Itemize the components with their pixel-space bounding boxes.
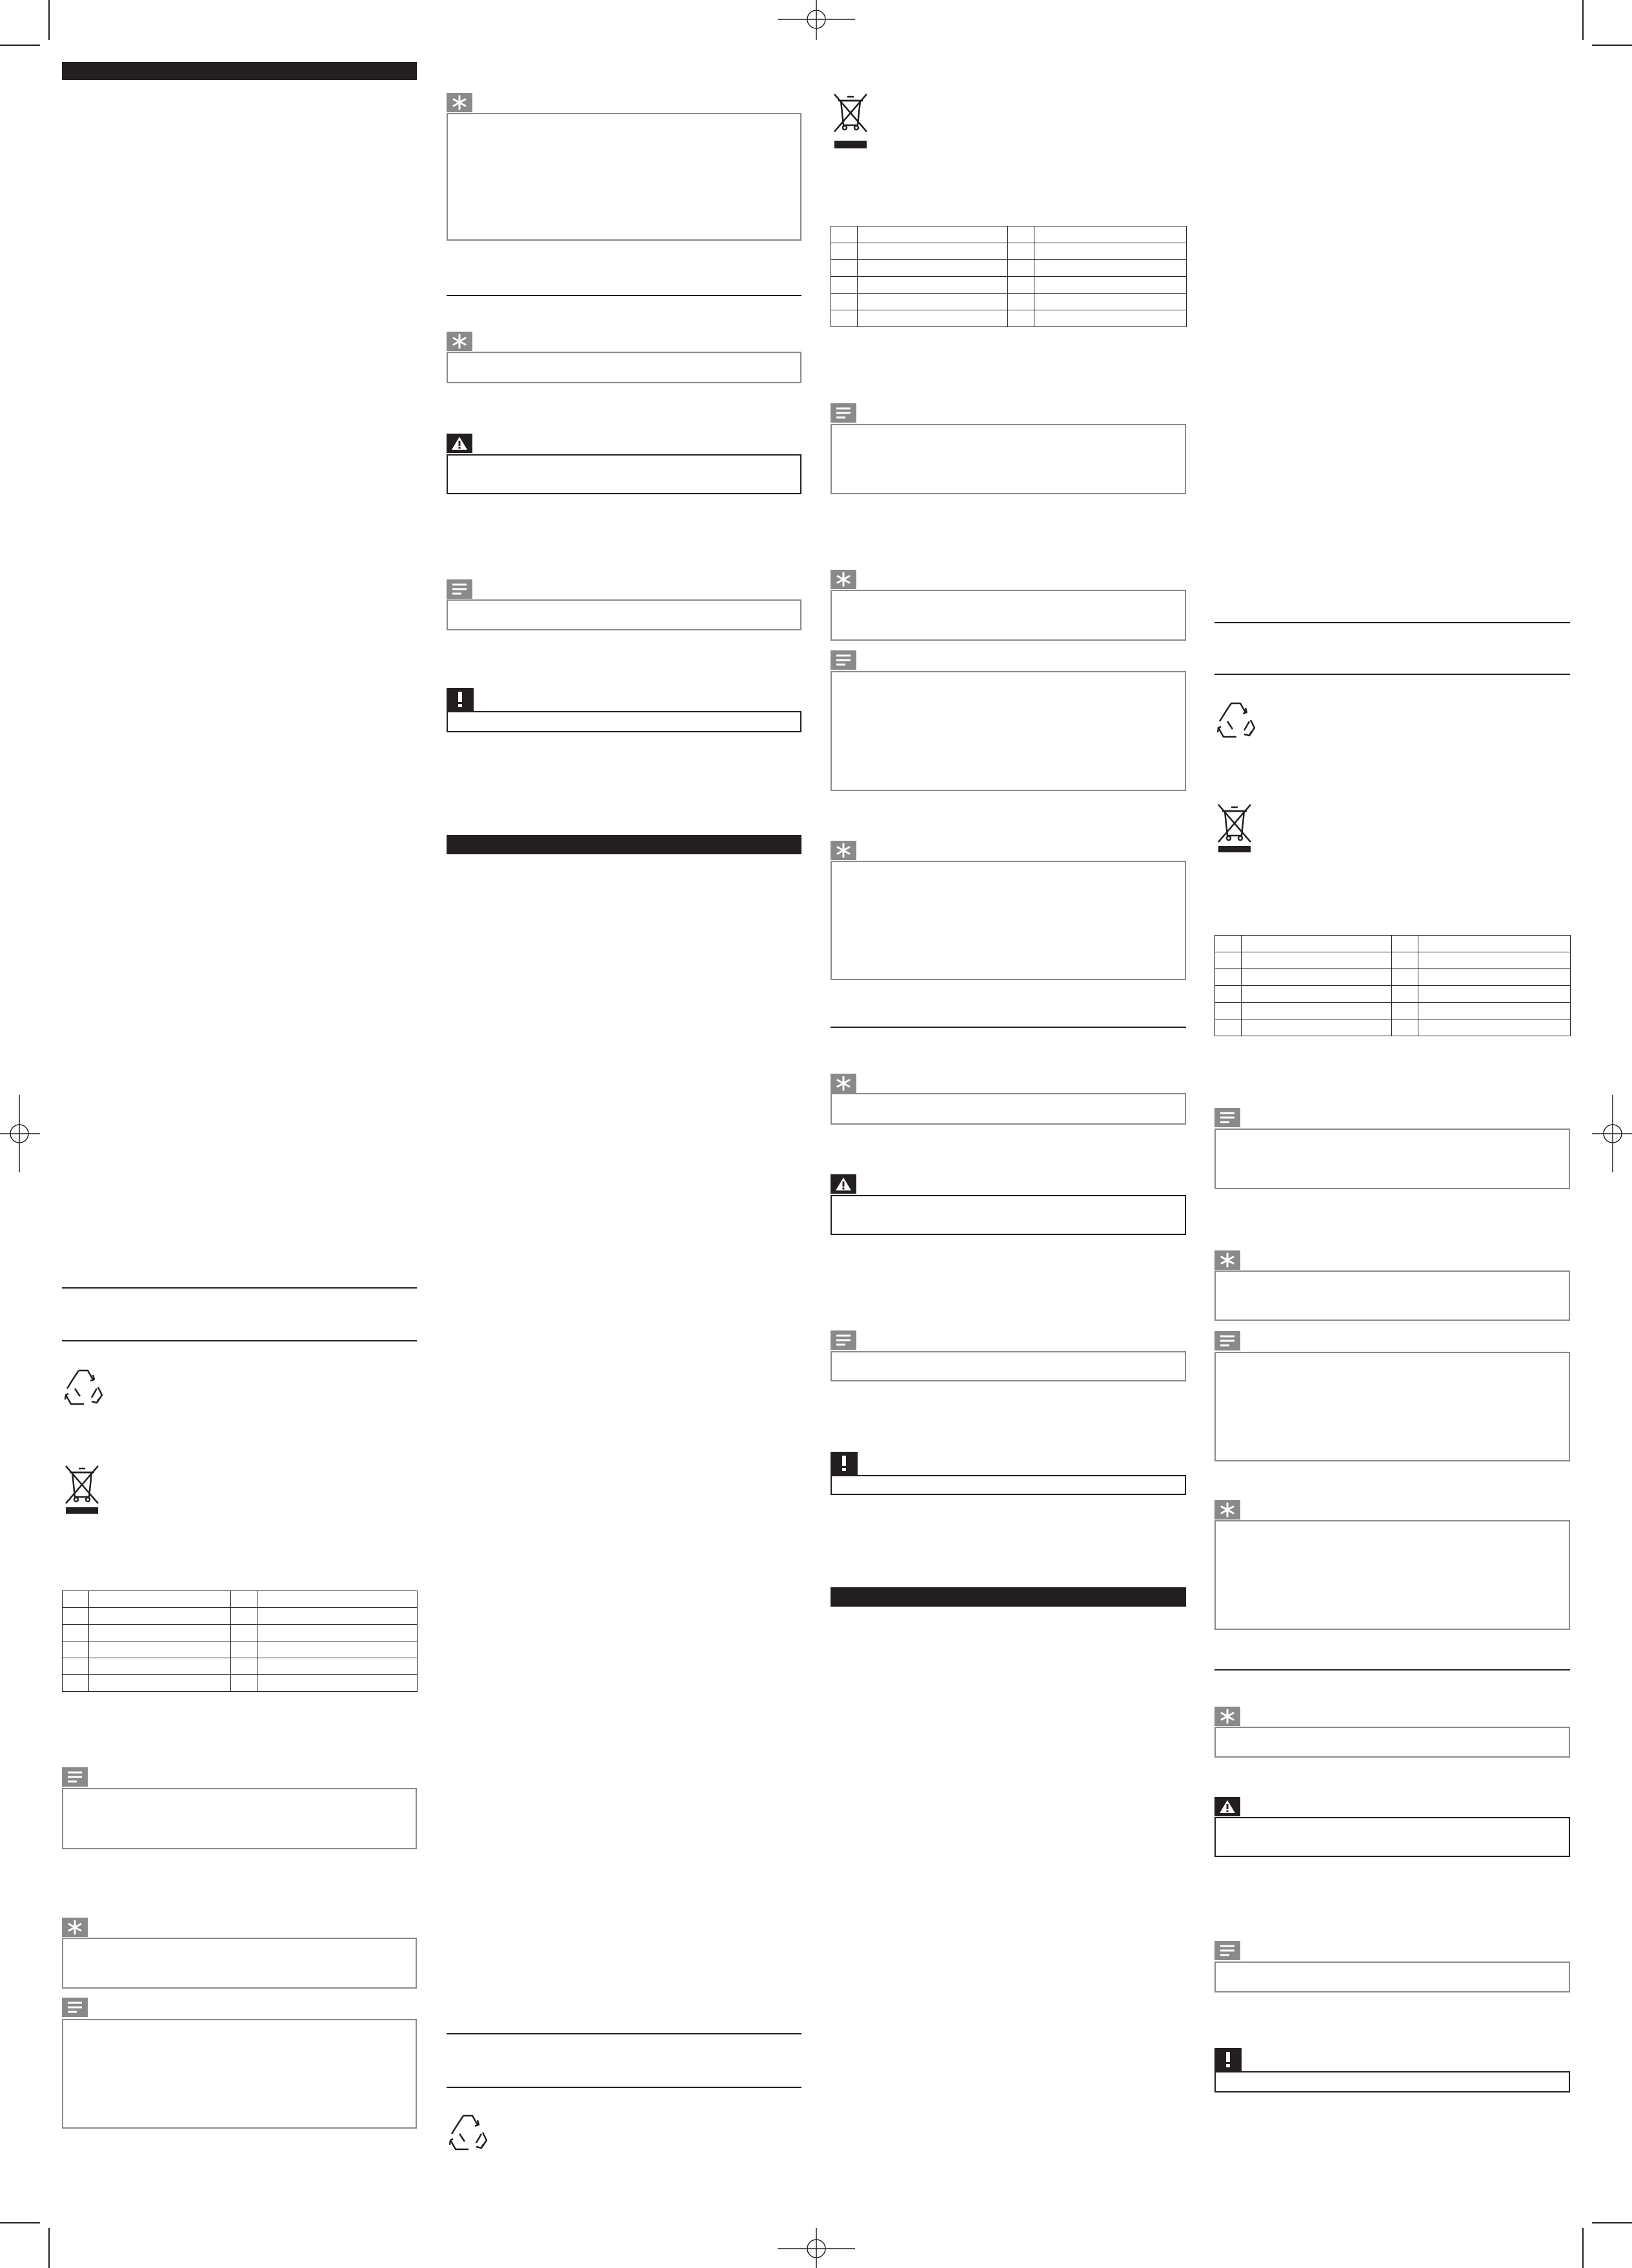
table-row (1215, 1019, 1571, 1036)
note-tag (1214, 1941, 1240, 1960)
table-cell (231, 1625, 257, 1641)
table-row (63, 1641, 418, 1658)
table-row (831, 243, 1187, 260)
note-lines-icon (1219, 1944, 1236, 1957)
tip-box (831, 590, 1186, 641)
table-cell (858, 277, 1008, 294)
table-cell (1215, 986, 1242, 1003)
table-cell (1034, 243, 1187, 260)
table-row (1215, 936, 1571, 952)
tip-box (62, 1938, 417, 1989)
note-box (831, 1351, 1186, 1381)
asterisk-icon (836, 843, 851, 858)
asterisk-icon (1220, 1502, 1235, 1518)
section-divider (447, 2033, 801, 2034)
note-tag (447, 579, 472, 599)
table-cell (1242, 969, 1392, 986)
table-cell (1215, 1019, 1242, 1036)
table-cell (257, 1675, 418, 1692)
exclamation-icon (456, 691, 464, 708)
section-divider (1214, 674, 1570, 675)
table-cell (89, 1591, 231, 1608)
table-cell (1418, 936, 1571, 952)
caution-tag (831, 1174, 856, 1194)
note-tag (1214, 1108, 1240, 1127)
note-lines-icon (451, 583, 468, 596)
recycle-icon (62, 1365, 105, 1408)
section-divider (62, 1340, 417, 1341)
asterisk-icon (67, 1920, 83, 1935)
table-cell (63, 1591, 89, 1608)
table-cell (89, 1658, 231, 1675)
warning-triangle-icon (1218, 1799, 1236, 1814)
table-cell (831, 310, 858, 327)
table-cell (831, 277, 858, 294)
note-lines-icon (1219, 1334, 1236, 1347)
table-cell (858, 294, 1008, 310)
table-cell (858, 260, 1008, 277)
table-cell (89, 1625, 231, 1641)
section-header-bar (62, 62, 417, 80)
crop-mark-top-left (0, 0, 52, 52)
table-cell (1418, 969, 1571, 986)
table-cell (1392, 1019, 1418, 1036)
section-divider (62, 1287, 417, 1289)
tip-box (1214, 1520, 1570, 1630)
spec-table (62, 1591, 418, 1692)
table-cell (257, 1591, 418, 1608)
table-cell (89, 1675, 231, 1692)
tip-tag (62, 1918, 88, 1937)
note-box (831, 671, 1186, 791)
asterisk-icon (836, 572, 851, 587)
important-tag (1214, 2048, 1242, 2071)
table-row (1215, 969, 1571, 986)
recycle-icon (1214, 698, 1257, 741)
table-cell (1008, 243, 1034, 260)
note-lines-icon (66, 2001, 83, 2014)
section-header-bar (447, 835, 801, 854)
table-cell (257, 1625, 418, 1641)
table-row (1215, 952, 1571, 969)
warning-triangle-icon (834, 1176, 852, 1192)
note-box (62, 2019, 417, 2129)
table-cell (1034, 294, 1187, 310)
recycle-icon (447, 2111, 489, 2153)
table-row (63, 1608, 418, 1625)
note-tag (62, 1998, 88, 2017)
table-cell (231, 1608, 257, 1625)
table-cell (89, 1641, 231, 1658)
crossed-bin-icon (831, 92, 871, 151)
table-cell (1008, 310, 1034, 327)
table-cell (257, 1608, 418, 1625)
caution-box (831, 1195, 1186, 1235)
table-row (1215, 1003, 1571, 1019)
note-box (1214, 1352, 1570, 1461)
table-cell (1392, 1003, 1418, 1019)
table-cell (1034, 260, 1187, 277)
tip-tag (447, 332, 472, 351)
tip-tag (1214, 1707, 1240, 1726)
note-lines-icon (1219, 1111, 1236, 1124)
note-box (62, 1788, 417, 1849)
note-box (831, 424, 1186, 494)
table-row (1215, 986, 1571, 1003)
section-divider (1214, 622, 1570, 623)
crossed-bin-icon (1214, 802, 1254, 855)
table-row (63, 1675, 418, 1692)
registration-mark-right (1592, 1095, 1632, 1172)
asterisk-icon (1220, 1709, 1235, 1724)
note-tag (831, 650, 856, 670)
table-cell (1215, 969, 1242, 986)
exclamation-icon (840, 1455, 848, 1472)
table-cell (831, 226, 858, 243)
important-tag (447, 688, 474, 711)
note-lines-icon (835, 1334, 852, 1347)
caution-tag (1214, 1797, 1240, 1816)
table-cell (63, 1675, 89, 1692)
tip-box (831, 1093, 1186, 1125)
table-cell (257, 1641, 418, 1658)
section-divider (1214, 1669, 1570, 1671)
tip-tag (831, 1074, 856, 1093)
crop-mark-bottom-left (0, 2216, 52, 2268)
table-cell (63, 1658, 89, 1675)
tip-tag (1214, 1250, 1240, 1270)
table-cell (1392, 986, 1418, 1003)
table-cell (1215, 1003, 1242, 1019)
section-divider (447, 2087, 801, 2088)
crop-mark-top-right (1580, 0, 1632, 52)
spec-table (1214, 935, 1571, 1036)
table-cell (1215, 952, 1242, 969)
spec-table (831, 226, 1187, 327)
table-cell (231, 1641, 257, 1658)
table-row (63, 1591, 418, 1608)
table-row (831, 260, 1187, 277)
important-box (447, 711, 801, 732)
table-cell (858, 310, 1008, 327)
caution-box (1214, 1817, 1570, 1857)
table-cell (1392, 969, 1418, 986)
important-box (831, 1475, 1186, 1495)
exclamation-icon (1224, 2051, 1232, 2068)
table-cell (1008, 294, 1034, 310)
table-cell (1008, 226, 1034, 243)
section-header-bar (831, 1587, 1186, 1607)
table-cell (63, 1625, 89, 1641)
crop-mark-bottom-right (1580, 2216, 1632, 2268)
table-cell (1392, 936, 1418, 952)
warning-triangle-icon (450, 436, 468, 451)
important-tag (831, 1452, 858, 1475)
table-cell (257, 1658, 418, 1675)
tip-box (447, 113, 801, 241)
note-box (1214, 1129, 1570, 1189)
table-row (831, 277, 1187, 294)
note-lines-icon (66, 1771, 83, 1783)
table-cell (1215, 936, 1242, 952)
table-row (63, 1625, 418, 1641)
note-box (1214, 1962, 1570, 1992)
table-cell (1008, 277, 1034, 294)
tip-tag (831, 841, 856, 860)
table-cell (831, 260, 858, 277)
table-cell (1242, 986, 1392, 1003)
table-cell (1034, 226, 1187, 243)
asterisk-icon (1220, 1252, 1235, 1268)
registration-mark-bottom (778, 2228, 855, 2268)
tip-box (1214, 1270, 1570, 1321)
asterisk-icon (452, 95, 467, 110)
asterisk-icon (452, 334, 467, 349)
note-box (447, 599, 801, 630)
tip-tag (447, 93, 472, 112)
note-tag (831, 403, 856, 423)
table-cell (858, 243, 1008, 260)
tip-box (447, 352, 801, 383)
table-cell (1242, 952, 1392, 969)
table-cell (1242, 1003, 1392, 1019)
table-cell (63, 1608, 89, 1625)
table-cell (1392, 952, 1418, 969)
note-tag (1214, 1331, 1240, 1350)
table-row (63, 1658, 418, 1675)
table-row (831, 294, 1187, 310)
section-divider (831, 1027, 1186, 1028)
table-cell (1242, 1019, 1392, 1036)
table-cell (1418, 1019, 1571, 1036)
tip-tag (1214, 1500, 1240, 1520)
table-cell (89, 1608, 231, 1625)
table-cell (1034, 277, 1187, 294)
asterisk-icon (836, 1076, 851, 1091)
section-divider (447, 295, 801, 296)
registration-mark-top (778, 0, 855, 40)
crossed-bin-icon (62, 1463, 102, 1515)
table-cell (1418, 952, 1571, 969)
caution-tag (447, 434, 472, 453)
table-cell (1242, 936, 1392, 952)
table-cell (1008, 260, 1034, 277)
tip-tag (831, 570, 856, 589)
table-cell (858, 226, 1008, 243)
tip-box (831, 861, 1186, 980)
caution-box (447, 454, 801, 494)
table-cell (231, 1591, 257, 1608)
note-lines-icon (835, 654, 852, 667)
note-tag (831, 1330, 856, 1350)
note-lines-icon (835, 406, 852, 419)
table-cell (831, 294, 858, 310)
note-tag (62, 1767, 88, 1787)
table-row (831, 310, 1187, 327)
table-row (831, 226, 1187, 243)
table-cell (231, 1658, 257, 1675)
table-cell (63, 1641, 89, 1658)
registration-mark-left (0, 1095, 40, 1172)
table-cell (1034, 310, 1187, 327)
important-box (1214, 2071, 1570, 2092)
table-cell (831, 243, 858, 260)
table-cell (1418, 986, 1571, 1003)
tip-box (1214, 1727, 1570, 1758)
table-cell (1418, 1003, 1571, 1019)
table-cell (231, 1675, 257, 1692)
